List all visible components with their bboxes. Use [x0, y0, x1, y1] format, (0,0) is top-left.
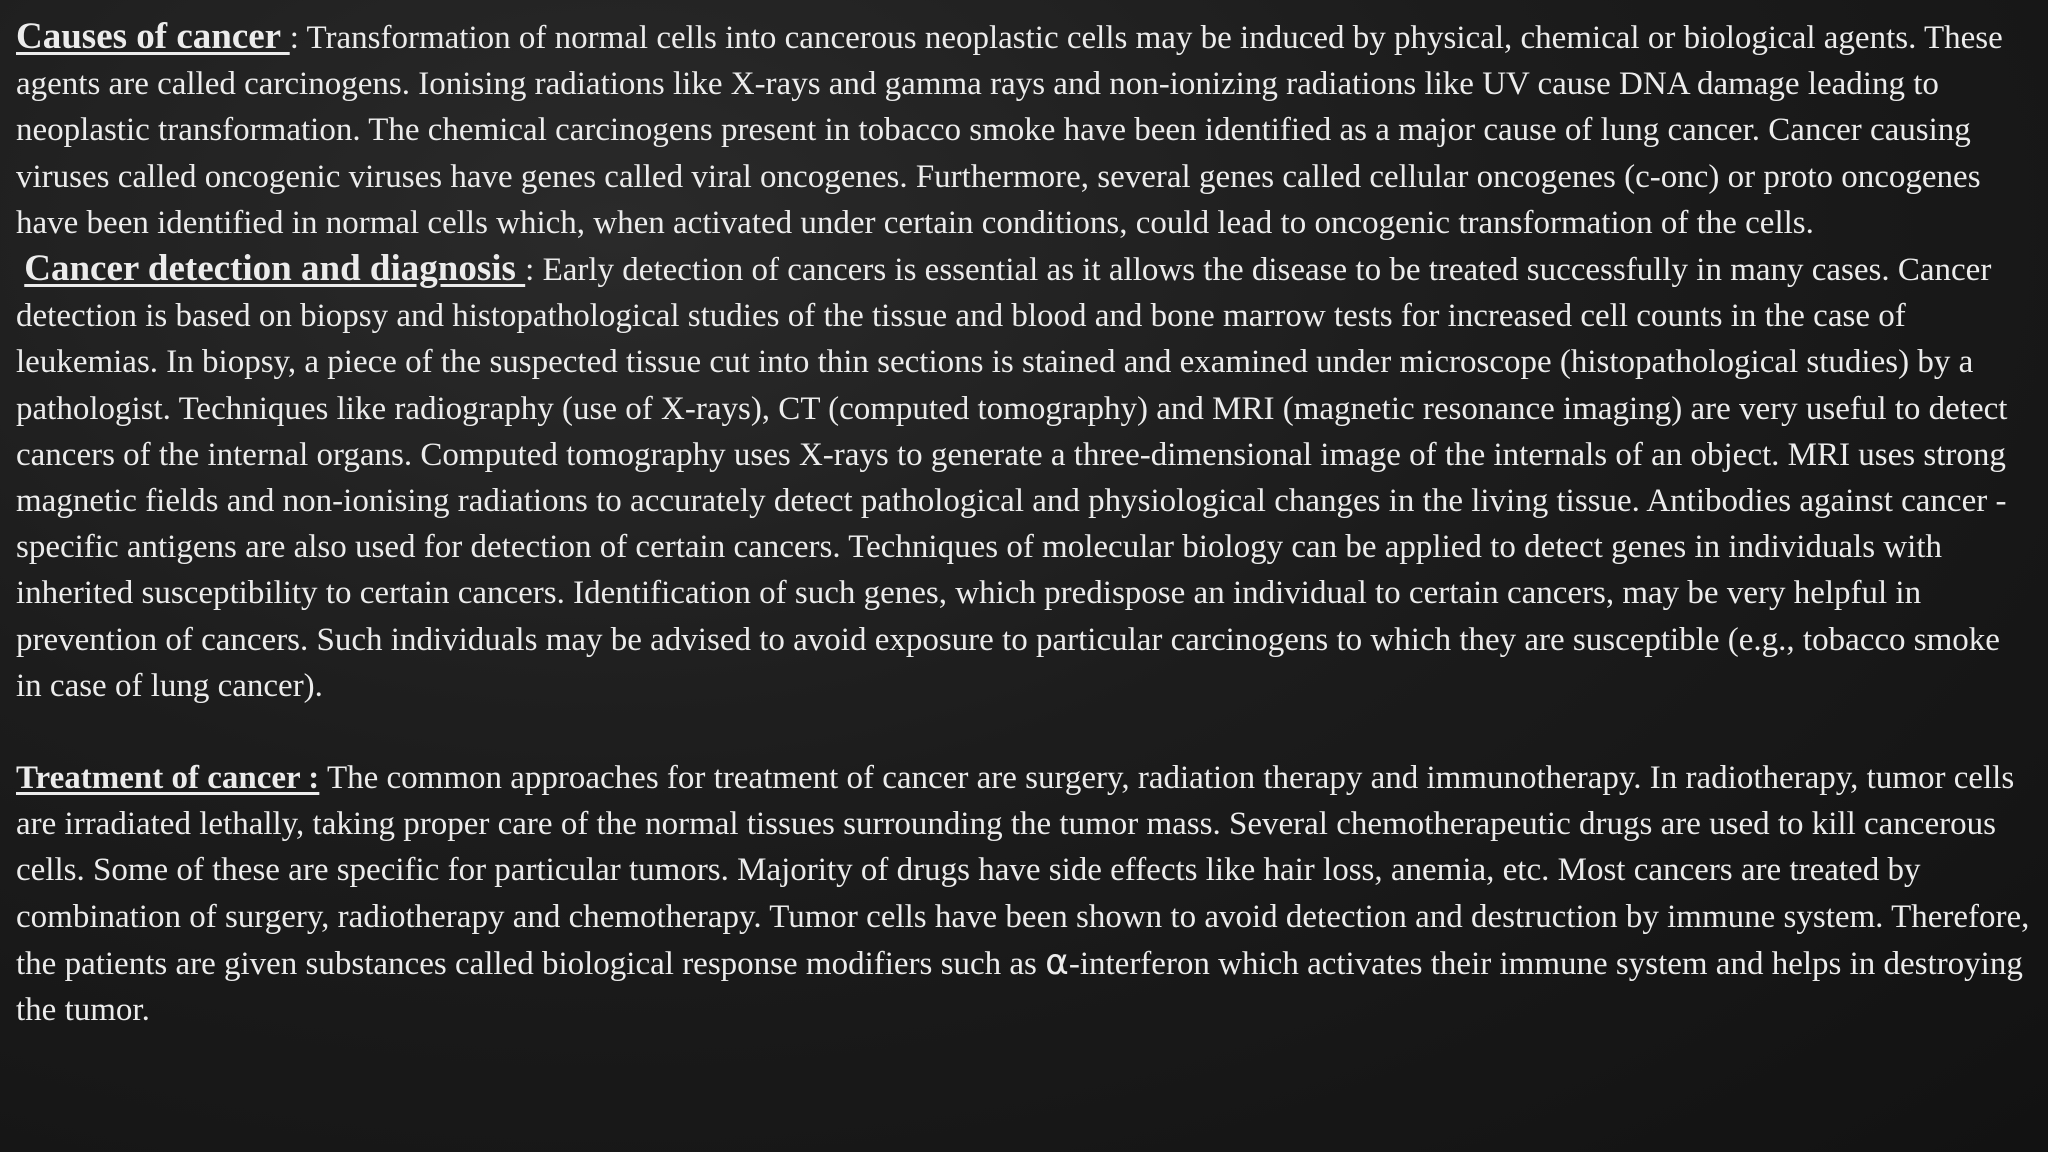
detection-body: Early detection of cancers is essential as it allows the disease to be treated successfully in many cases. Cancer detection is based on biopsy and histopathological studies of the tissue and blood and bone marrow tests for increased cell counts in the case of leukemias. In biopsy, a piece of the suspected tissue cut into thin sections is stained and examined under microscope (histopathological studies) by a pathologist. Techniques like radiography (use of X-rays), CT (computed tomography) and MRI (magnetic resonance imaging) are very useful to detect cancers of the internal organs. Computed tomography uses X-rays to generate a three-dimensional image of the internals of an object. MRI uses strong magnetic fields and non-ionising radiations to accurately detect pathological and physiological changes in the living tissue. Antibodies against cancer -specific antigens are also used for detection of certain cancers. Techniques of molecular biology can be applied to detect genes in individuals with inherited susceptibility to certain cancers. Identification of such genes, which predispose an individual to certain cancers, may be very helpful in prevention of cancers. Such individuals may be advised to avoid exposure to particular carcinogens to which they are susceptible (e.g., tobacco smoke in case of lung cancer).	[16, 252, 2008, 704]
treatment-heading: Treatment of cancer :	[16, 760, 320, 797]
treatment-body-end: -interferon which activates their immune system and helps in destroying the tumor.	[16, 945, 2023, 1029]
causes-of-cancer-paragraph	[16, 14, 2032, 246]
causes-of-cancer-body: Transformation of normal cells into cancerous neoplastic cells may be induced by physical, chemical or biological agents. These agents are called carcinogens. Ionising radiations like X-rays and gamma rays and non-ionizing radiations like UV cause DNA damage leading to neoplastic transformation. The chemical carcinogens present in tobacco smoke have been identified as a major cause of lung cancer. Cancer causing viruses called oncogenic viruses have genes called viral oncogenes. Furthermore, several genes called cellular oncogenes (c-onc) or proto oncogenes have been identified in normal cells which, when activated under certain conditions, could lead to oncogenic transformation of the cells.	[16, 20, 2003, 241]
detection-paragraph	[16, 246, 2032, 709]
detection-heading: Cancer detection and diagnosis	[24, 248, 526, 290]
causes-of-cancer-heading: Causes of cancer	[16, 16, 290, 57]
detection-separator: :	[525, 252, 543, 289]
treatment-paragraph	[16, 755, 2032, 1033]
treatment-body-start: The common approaches for treatment of cancer are surgery, radiation therapy and immunotherapy. In radiotherapy, tumor cells are irradiated lethally, taking proper care of the normal tissues surrounding the tumor mass. Several chemotherapeutic drugs are used to kill cancerous cells. Some of these are specific for particular tumors. Majority of drugs have side effects like hair loss, anemia, etc. Most cancers are treated by combination of surgery, radiotherapy and chemotherapy. Tumor cells have been shown to avoid detection and destruction by immune system. Therefore, the patients are given substances called biological response modifiers such as	[16, 760, 2030, 982]
section-spacer	[16, 709, 2032, 755]
causes-of-cancer-separator: :	[289, 20, 307, 56]
alpha-symbol: α	[1045, 941, 1069, 983]
slide-content	[16, 14, 2032, 1033]
